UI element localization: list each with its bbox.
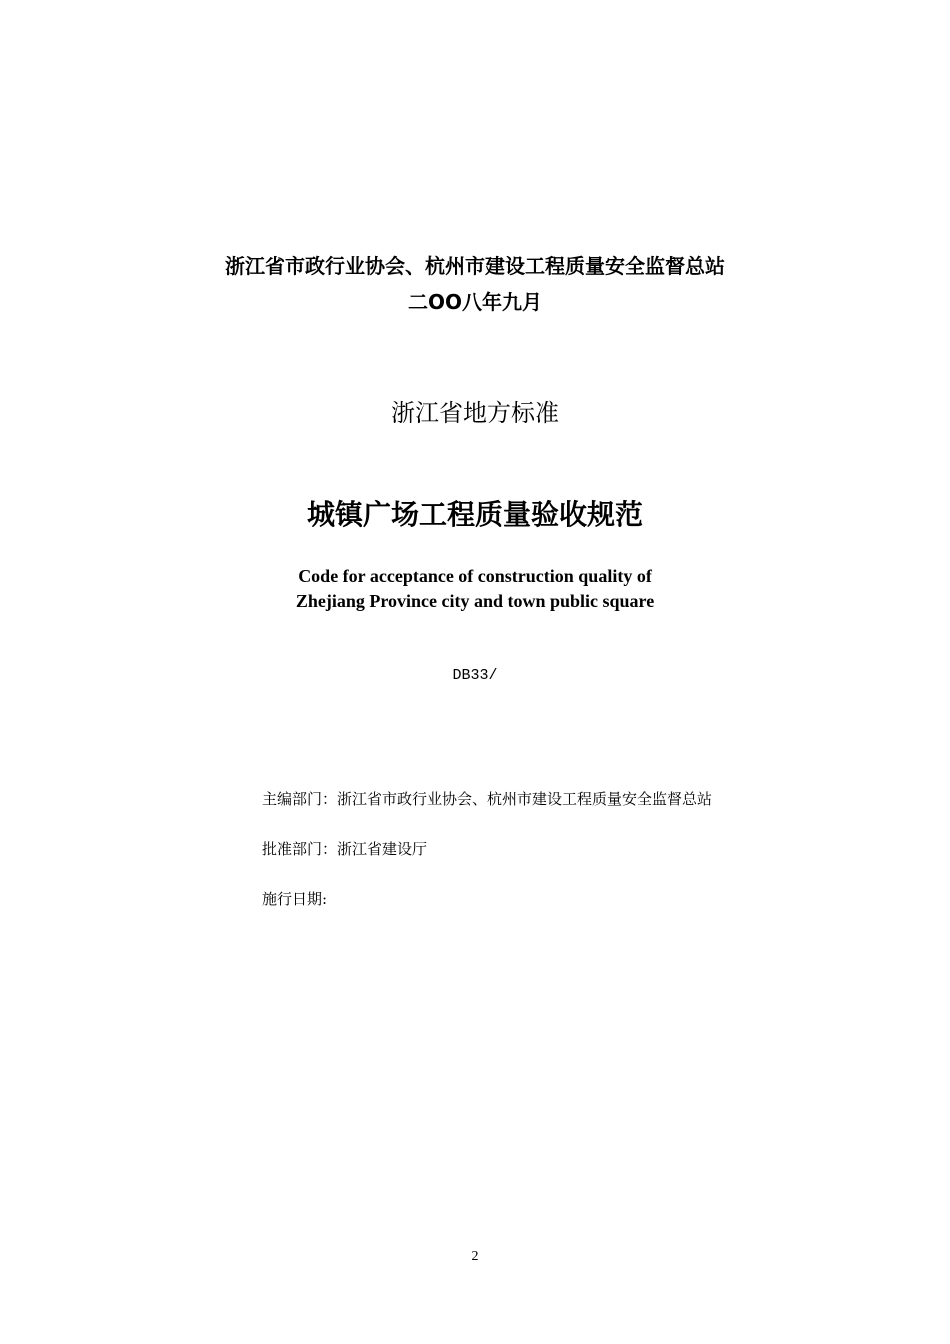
approval-department-value: 浙江省建设厅 [337,840,428,858]
editor-department-label: 主编部门： [262,790,338,808]
english-title-line-1: Code for acceptance of construction quality of [298,566,652,586]
english-title [0,564,950,614]
approval-department [262,838,427,860]
publication-date: 二OO八年九月 [407,290,542,314]
page-number: 2 [471,1249,479,1264]
publisher-line: 浙江省市政行业协会、杭州市建设工程质量安全监督总站 [225,254,725,278]
effective-date [262,888,327,910]
editor-department [262,788,712,810]
document-title: 城镇广场工程质量验收规范 [306,498,643,531]
approval-department-label: 批准部门： [262,840,338,858]
standard-code: DB33/ [452,667,498,684]
standard-type: 浙江省地方标准 [391,399,559,427]
english-title-line-2: Zhejiang Province city and town public square [295,591,655,611]
editor-department-value: 浙江省市政行业协会、杭州市建设工程质量安全监督总站 [337,790,713,808]
effective-date-label: 施行日期: [262,890,328,908]
